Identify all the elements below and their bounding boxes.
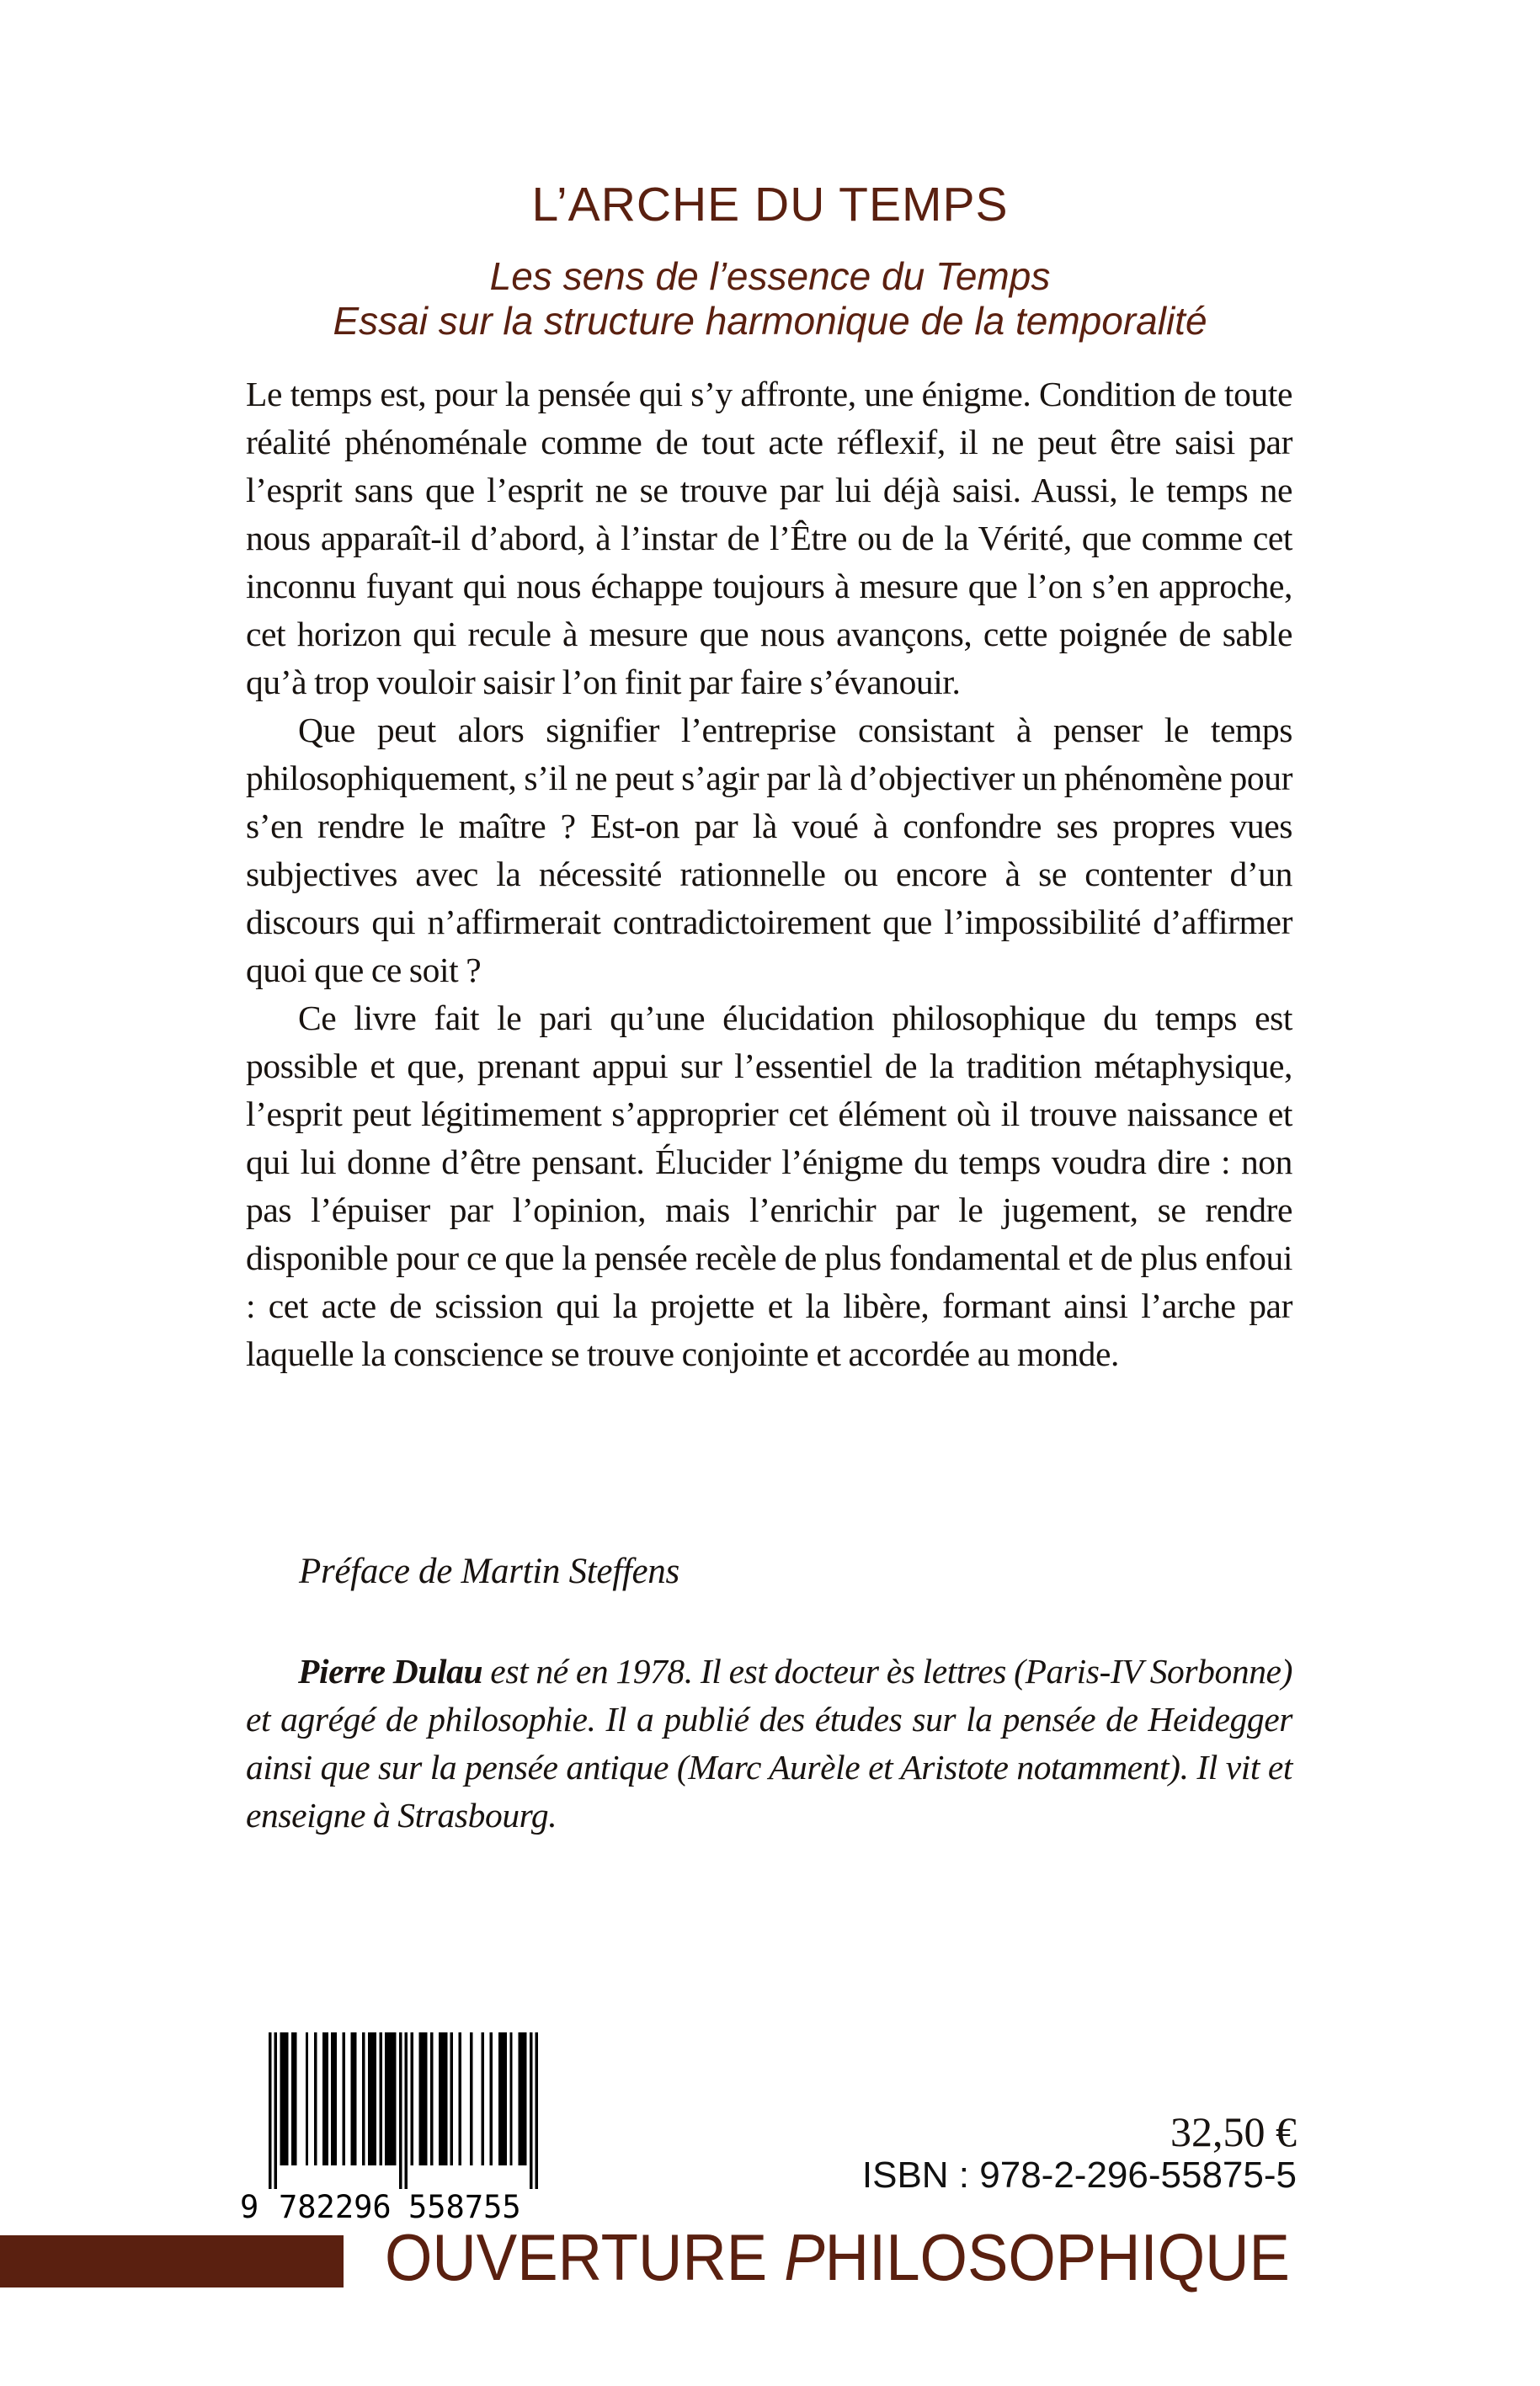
series-title — [385, 2220, 1290, 2294]
barcode — [240, 2032, 538, 2228]
author-bio-text: est né en 1978. Il est docteur ès lettres (Paris-IV Sorbonne) et agrégé de philosophie. Il a publié des études sur la pensée de Heidegger ainsi que sur la pensée antique (Marc Aurèle et Aristote notamment). Il vit et enseigne à Strasbourg. — [246, 1652, 1292, 1835]
barcode-digits-left: 782296 — [279, 2189, 392, 2225]
series-title-part2-italic: P — [784, 2220, 825, 2294]
author-name: Pierre Dulau — [298, 1652, 483, 1691]
synopsis — [246, 370, 1292, 1378]
barcode-digits-right: 558755 — [408, 2189, 521, 2225]
preface-credit: Préface de Martin Steffens — [299, 1552, 679, 1591]
price: 32,50 € — [1170, 2108, 1297, 2155]
author-bio — [246, 1648, 1292, 1840]
book-subtitle-1: Les sens de l’essence du Temps — [489, 254, 1051, 298]
barcode-image — [269, 2032, 538, 2189]
series-color-block — [0, 2235, 344, 2287]
book-title: L’ARCHE DU TEMPS — [531, 178, 1009, 232]
barcode-digit-first: 9 — [240, 2189, 259, 2225]
synopsis-paragraph-1: Le temps est, pour la pensée qui s’y affronte, une énigme. Condition de toute réalité phénoménale comme de tout acte réflexif, il ne peut être saisi par l’esprit sans que l’esprit ne se trouve par lui déjà saisi. Aussi, le temps ne nous apparaît-il d’abord, à l’instar de l’Être ou de la Vérité, que comme cet inconnu fuyant qui nous échappe toujours à mesure que l’on s’en approche, cet horizon qui recule à mesure que nous avançons, cette poignée de sable qu’à trop vouloir saisir l’on finit par faire s’évanouir. — [246, 375, 1292, 701]
series-title-part1: OUVERTURE — [385, 2220, 785, 2294]
isbn: ISBN : 978-2-296-55875-5 — [861, 2154, 1297, 2196]
series-title-part3: HILOSOPHIQUE — [824, 2220, 1290, 2294]
synopsis-paragraph-3: Ce livre fait le pari qu’une élucidation philosophique du temps est possible et que, prenant appui sur l’essentiel de la tradition métaphysique, l’esprit peut légitimement s’approprier cet élément où il trouve naissance et qui lui donne d’être pensant. Élucider l’énigme du temps voudra dire : non pas l’épuiser par l’opinion, mais l’enrichir par le jugement, se rendre disponible pour ce que la pensée recèle de plus fondamental et de plus enfoui : cet acte de scission qui la projette et la libère, formant ainsi l’arche par laquelle la conscience se trouve conjointe et accordée au monde. — [246, 999, 1292, 1373]
synopsis-paragraph-2: Que peut alors signifier l’entreprise consistant à penser le temps philosophiquement, s’il ne peut s’agir par là d’objectiver un phénomène pour s’en rendre le maître ? Est-on par là voué à confondre ses propres vues subjectives avec la nécessité rationnelle ou encore à se contenter d’un discours qui n’affirmerait contradictoirement que l’impossibilité d’affirmer quoi que ce soit ? — [246, 711, 1292, 989]
book-subtitle-2: Essai sur la structure harmonique de la temporalité — [333, 299, 1207, 343]
